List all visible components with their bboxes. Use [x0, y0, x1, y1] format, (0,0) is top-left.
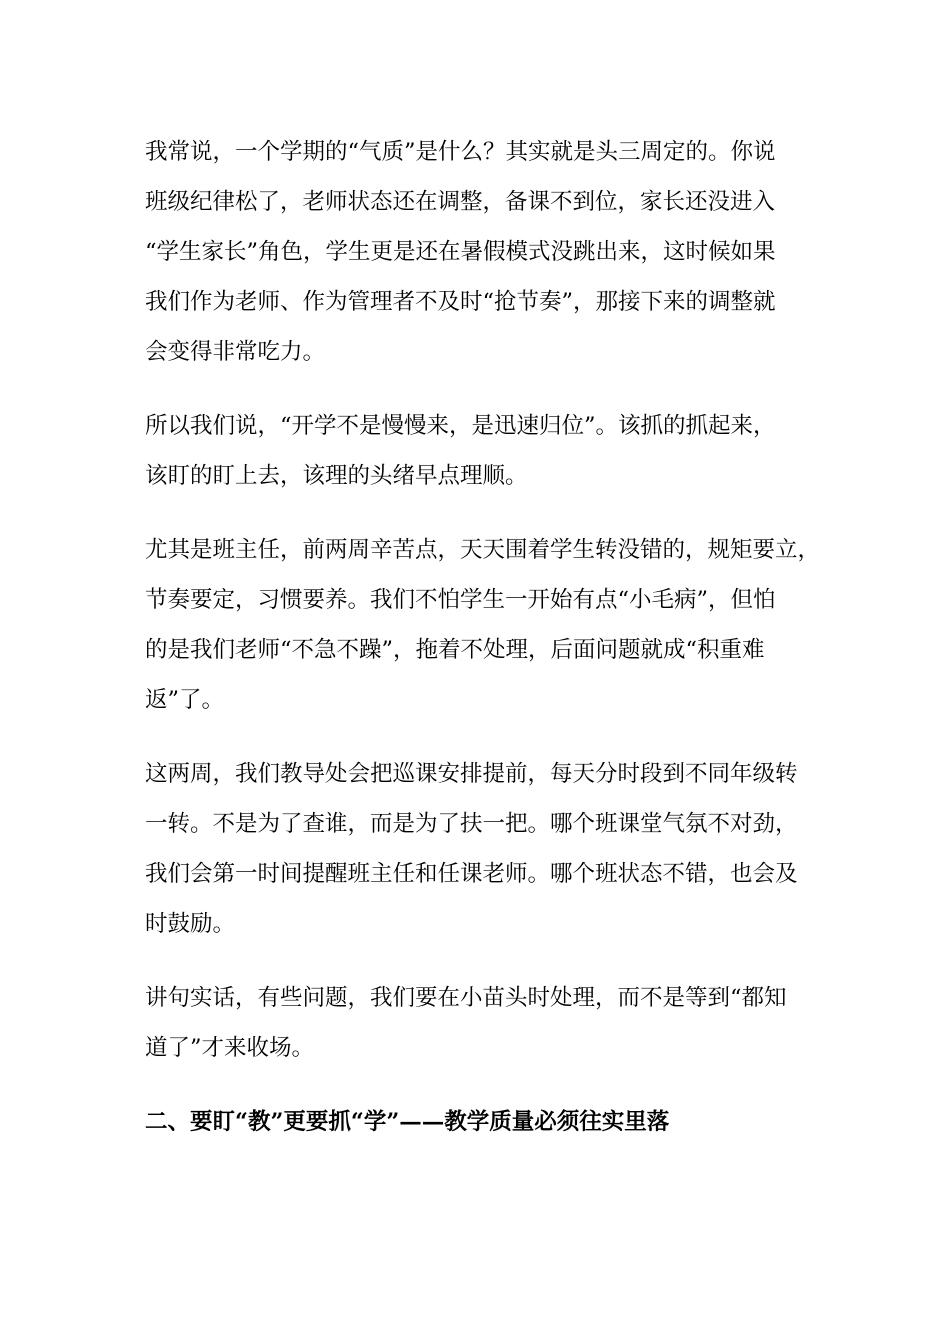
- section-heading: 二、要盯“教”更要抓“学”——教学质量必须往实里落: [145, 1109, 670, 1135]
- text-line: 会变得非常吃力。: [145, 339, 326, 365]
- text-line: 尤其是班主任，前两周辛苦点，天天围着学生转没错的，规矩要立，: [145, 537, 821, 563]
- text-line: 一转。不是为了查谁，而是为了扶一把。哪个班课堂气氛不对劲，: [145, 811, 798, 837]
- text-line: 该盯的盯上去，该理的头绪早点理顺。: [145, 463, 528, 489]
- text-line: 道了”才来收场。: [145, 1035, 315, 1061]
- paragraph-2: [145, 401, 810, 501]
- paragraph-3: [145, 525, 821, 725]
- text-line: 班级纪律松了，老师状态还在调整，备课不到位，家长还没进入: [145, 189, 776, 215]
- paragraph-1: [145, 127, 810, 377]
- text-line: 时鼓励。: [145, 911, 236, 937]
- text-line: 讲句实话，有些问题，我们要在小苗头时处理，而不是等到“都知: [145, 985, 787, 1011]
- text-line: 所以我们说，“开学不是慢慢来，是迅速归位”。该抓的抓起来，: [145, 413, 776, 439]
- paragraph-5: [145, 973, 810, 1073]
- text-line: 节奏要定，习惯要养。我们不怕学生一开始有点“小毛病”，但怕: [145, 587, 776, 613]
- text-line: 我们作为老师、作为管理者不及时“抢节奏”，那接下来的调整就: [145, 289, 776, 315]
- document-body: [145, 127, 821, 1147]
- paragraph-4: [145, 749, 810, 949]
- text-line: “学生家长”角色，学生更是还在暑假模式没跳出来，这时候如果: [145, 239, 776, 265]
- text-line: 这两周，我们教导处会把巡课安排提前，每天分时段到不同年级转: [145, 761, 798, 787]
- text-line: 的是我们老师“不急不躁”，拖着不处理，后面问题就成“积重难: [145, 637, 765, 663]
- text-line: 我们会第一时间提醒班主任和任课老师。哪个班状态不错，也会及: [145, 861, 798, 887]
- text-line: 返”了。: [145, 687, 225, 713]
- text-line: 我常说，一个学期的“气质”是什么？其实就是头三周定的。你说: [145, 139, 776, 165]
